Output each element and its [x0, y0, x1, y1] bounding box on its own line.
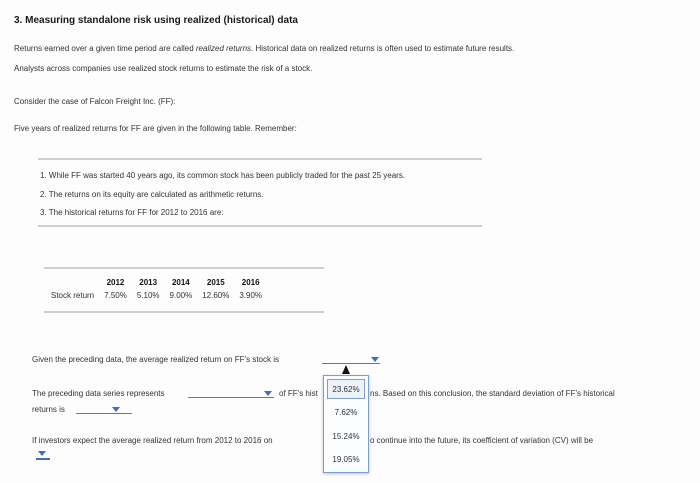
series-dropdown-caret-icon[interactable]	[264, 391, 272, 396]
remember-bottom-rule	[38, 225, 482, 227]
dropdown-option-7-62[interactable]: 7.62%	[334, 407, 358, 417]
dropdown-option-19-05[interactable]: 19.05%	[332, 454, 360, 464]
return-2012: 7.50%	[104, 291, 127, 300]
avg-question-text: Given the preceding data, the average realized return on FF's stock is	[32, 355, 279, 364]
row-label: Stock return	[51, 291, 95, 300]
remember-item-3: 3. The historical returns for FF for 2012 to 2016 are:	[40, 208, 224, 217]
series-text-a: The preceding data series represents	[32, 389, 165, 398]
question-title: 3. Measuring standalone risk using realized (historical) data	[14, 15, 298, 26]
remember-top-rule	[38, 158, 482, 160]
return-2016: 3.90%	[239, 291, 263, 300]
intro-text-em: realized returns	[195, 44, 252, 53]
remember-item-2: 2. The returns on its equity are calculated as arithmetic returns.	[40, 190, 264, 199]
table-top-rule	[44, 267, 324, 269]
remember-item-1: 1. While FF was started 40 years ago, its common stock has been publicly traded for the past 25 years.	[40, 171, 406, 180]
table-header-blank	[46, 276, 99, 289]
year-2013: 2013	[139, 278, 158, 287]
cv-text-a: If investors expect the average realized return from 2012 to 2016 on	[32, 436, 273, 445]
returns-table	[46, 276, 267, 302]
std-dev-dropdown-caret-icon[interactable]	[112, 407, 120, 412]
year-2014: 2014	[171, 278, 190, 287]
series-dropdown-line[interactable]	[188, 397, 274, 398]
return-2013: 5.10%	[136, 291, 160, 300]
series-text-b: of FF's hist	[279, 389, 318, 398]
dropdown-option-15-24[interactable]: 15.24%	[332, 431, 360, 441]
return-2014: 9.00%	[169, 291, 193, 300]
return-2015: 12.60%	[202, 291, 230, 300]
year-2012: 2012	[106, 278, 125, 287]
avg-dropdown-line[interactable]	[322, 363, 380, 364]
dropdown-option-23-62[interactable]: 23.62%	[327, 379, 365, 399]
intro-text-a: Returns earned over a given time period are called	[14, 44, 196, 53]
cv-text-b: o continue into the future, its coefficient of variation (CV) will be	[370, 436, 594, 445]
table-header-row	[46, 276, 267, 289]
intro-line-1	[14, 44, 514, 53]
table-bottom-rule	[44, 311, 324, 313]
series-text-c: ns. Based on this conclusion, the standard deviation of FF's historical	[370, 389, 615, 398]
table-row	[46, 289, 267, 302]
std-dev-dropdown-line[interactable]	[76, 413, 132, 414]
avg-dropdown-caret-icon[interactable]	[371, 357, 379, 362]
cv-dropdown-caret-icon[interactable]	[38, 451, 46, 456]
series-text-d: returns is	[32, 405, 65, 414]
intro-text-b: . Historical data on realized returns is often used to estimate future results.	[251, 44, 515, 53]
intro-line-2: Analysts across companies use realized stock returns to estimate the risk of a stock.	[14, 64, 313, 73]
year-2016: 2016	[241, 278, 260, 287]
dropdown-options-panel[interactable]	[323, 375, 369, 473]
given-line: Five years of realized returns for FF are given in the following table. Remember:	[14, 124, 297, 133]
case-line: Consider the case of Falcon Freight Inc. (FF):	[14, 97, 176, 106]
cv-dropdown-underline[interactable]	[36, 458, 50, 460]
mouse-cursor-icon	[342, 365, 350, 374]
year-2015: 2015	[206, 278, 225, 287]
